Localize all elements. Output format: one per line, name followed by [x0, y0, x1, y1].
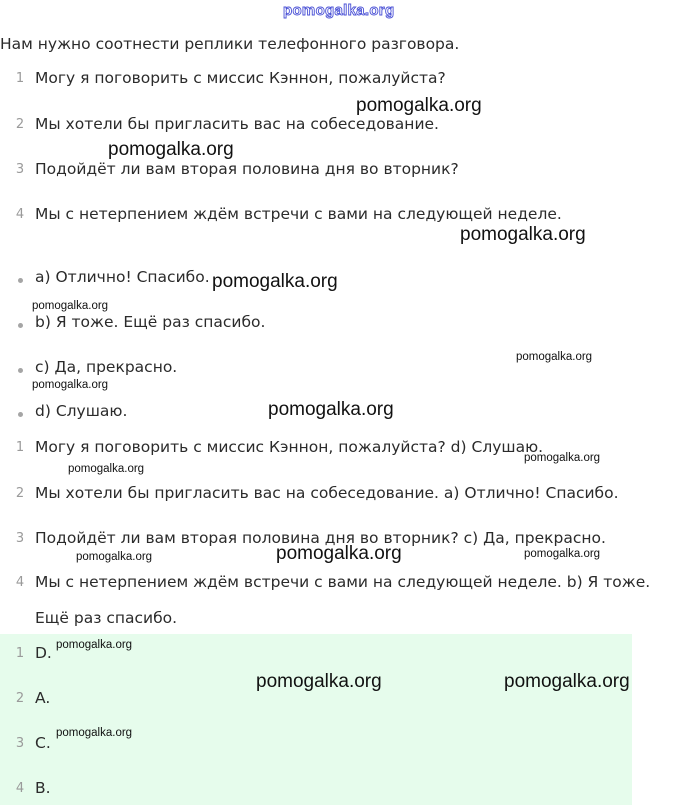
answer-number: 3 [15, 736, 25, 751]
option-text: a) Отлично! Спасибо. [35, 268, 210, 286]
match-continuation: Ещё раз спасибо. [35, 609, 178, 627]
question-number: 4 [15, 207, 25, 222]
question-text: Могу я поговорить с миссис Кэннон, пожалуйста? [35, 69, 446, 87]
watermark: pomogalka.org [32, 300, 109, 312]
watermark: pomogalka.org [108, 139, 234, 160]
match-number: 2 [15, 486, 25, 501]
match-number: 4 [15, 575, 25, 590]
watermark: pomogalka.org [32, 379, 109, 391]
answer-number: 1 [15, 646, 25, 661]
watermark: pomogalka.org [524, 548, 601, 560]
watermark: pomogalka.org [276, 543, 402, 564]
answer-text: A. [35, 689, 51, 707]
question-text: Мы хотели бы пригласить вас на собеседование. [35, 115, 439, 133]
question-number: 3 [15, 162, 25, 177]
watermark: pomogalka.org [256, 671, 382, 692]
answer-text: C. [35, 734, 51, 752]
watermark: pomogalka.org [56, 727, 133, 739]
watermark: pomogalka.org [356, 95, 482, 116]
bullet-icon [18, 368, 23, 373]
answer-number: 2 [15, 691, 25, 706]
watermark: pomogalka.org [56, 639, 133, 651]
question-text: Мы с нетерпением ждём встречи с вами на следующей неделе. [35, 205, 562, 223]
option-text: c) Да, прекрасно. [35, 358, 178, 376]
match-text: Подойдёт ли вам вторая половина дня во вторник? c) Да, прекрасно. [35, 529, 606, 547]
watermark: pomogalka.org [268, 399, 394, 420]
answer-box [0, 634, 632, 805]
bullet-icon [18, 412, 23, 417]
watermark: pomogalka.org [516, 351, 593, 363]
watermark: pomogalka.org [212, 271, 338, 292]
question-number: 2 [15, 117, 25, 132]
match-number: 3 [15, 531, 25, 546]
header-watermark: pomogalka.org [283, 2, 395, 19]
bullet-icon [18, 278, 23, 283]
question-number: 1 [15, 71, 25, 86]
option-text: b) Я тоже. Ещё раз спасибо. [35, 313, 266, 331]
watermark: pomogalka.org [504, 671, 630, 692]
answer-text: B. [35, 779, 51, 797]
match-number: 1 [15, 440, 25, 455]
answer-number: 4 [15, 781, 25, 796]
watermark: pomogalka.org [68, 463, 145, 475]
match-text: Мы хотели бы пригласить вас на собеседование. a) Отлично! Спасибо. [35, 484, 619, 502]
watermark: pomogalka.org [76, 551, 153, 563]
watermark: pomogalka.org [460, 224, 586, 245]
match-text: Мы с нетерпением ждём встречи с вами на следующей неделе. b) Я тоже. [35, 573, 651, 591]
bullet-icon [18, 323, 23, 328]
question-text: Подойдёт ли вам вторая половина дня во вторник? [35, 160, 459, 178]
instruction-text: Нам нужно соотнести реплики телефонного разговора. [0, 35, 460, 53]
option-text: d) Слушаю. [35, 402, 128, 420]
watermark: pomogalka.org [524, 452, 601, 464]
match-text: Могу я поговорить с миссис Кэннон, пожалуйста? d) Слушаю. [35, 438, 544, 456]
answer-text: D. [35, 644, 52, 662]
